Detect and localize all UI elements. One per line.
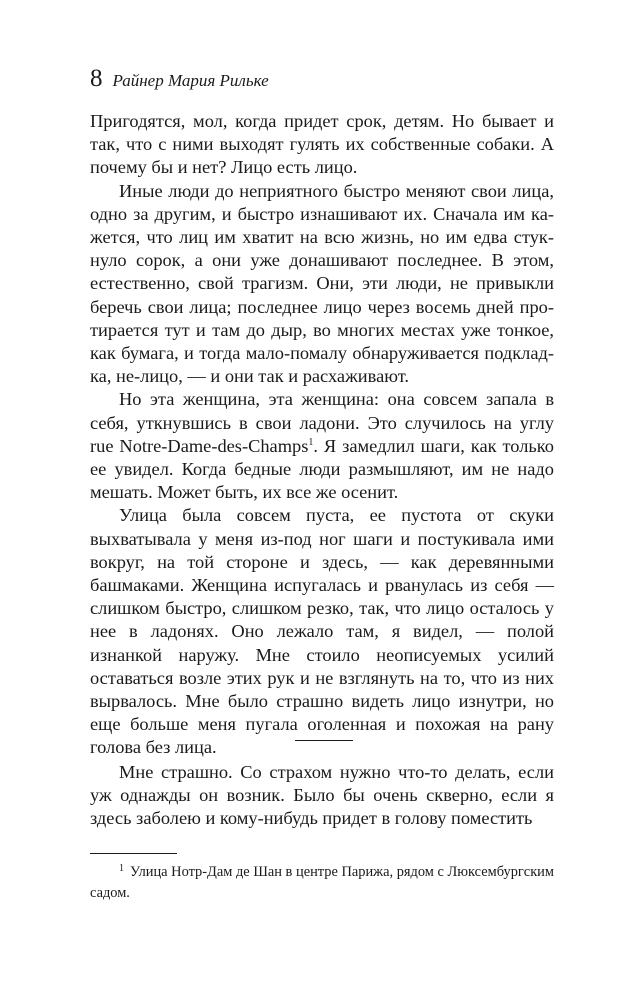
paragraph-continued: Пригодятся, мол, когда придет срок, детям. Но бывает и так, что с ними выходят гулять их собственные собаки. А почему бы и нет? Лицо есть лицо.	[90, 111, 554, 178]
paragraph: Иные люди до неприятного быстро меняют свои лица, одно за другим, и быстро изнашивают их. Сначала им кажется, что лиц им хватит на всю жизнь, но им едва стукнуло сорок, а они уже донашивают последнее. В этом, естественно, свой трагизм. Они, эти люди, не привыкли беречь свои лица; последнее лицо через восемь дней протирается тут и там до дыр, во многих местах уже тонкое, как бумага, и тогда мало-помалу обнаруживается подкладка, не-лицо, — и они так и расхаживают.	[90, 180, 554, 387]
footnote-text: Улица Нотр-Дам де Шан в центре Парижа, рядом с Люксембургским садом.	[90, 864, 554, 901]
body-text-section-2	[90, 761, 554, 831]
footnote-reference[interactable]: 1	[308, 436, 314, 448]
paragraph: Мне страшно. Со страхом нужно что-то делать, если уж однажды он возник. Было бы очень скверно, если я здесь заболею и кому-нибудь придет в голову поместить	[90, 762, 554, 829]
footnote-mark: 1	[119, 863, 124, 874]
paragraph-text: Но эта женщина, эта женщина: она совсем запала в себя, уткнувшись в свои ладони. Это случилось на углу rue Notre-Dame-des-Champs	[90, 389, 554, 456]
footnote	[90, 858, 554, 904]
paragraph-with-footnote-ref	[90, 388, 554, 504]
footnote-rule	[90, 853, 177, 854]
body-text	[90, 110, 554, 760]
paragraph: Улица была совсем пуста, ее пустота от скуки выхватывала у меня из-под ног шаги и постукивала ими вокруг, на той стороне и здесь, — как деревянными башмаками. Женщина испугалась и рванулась из себя — слишком быстро, слишком резко, так, что лицо осталось у нее в ладонях. Оно лежало там, я видел, — полой изнанкой наружу. Мне стоило неописуемых усилий оставаться возле этих рук и не взглянуть на то, что из них вырвалось. Мне было страшно видеть лицо изнутри, но еще больше меня пугала оголенная и похожая на рану голова без лица.	[90, 505, 554, 758]
running-head	[90, 64, 269, 94]
page-number: 8	[90, 65, 103, 92]
paragraph-text: . Я замедлил шаги, как только ее увидел. Когда бедные люди размышляют, им не надо мешать. Может быть, их все же осенит.	[90, 435, 554, 503]
section-separator	[295, 740, 353, 741]
running-title: Райнер Мария Рильке	[112, 71, 269, 90]
